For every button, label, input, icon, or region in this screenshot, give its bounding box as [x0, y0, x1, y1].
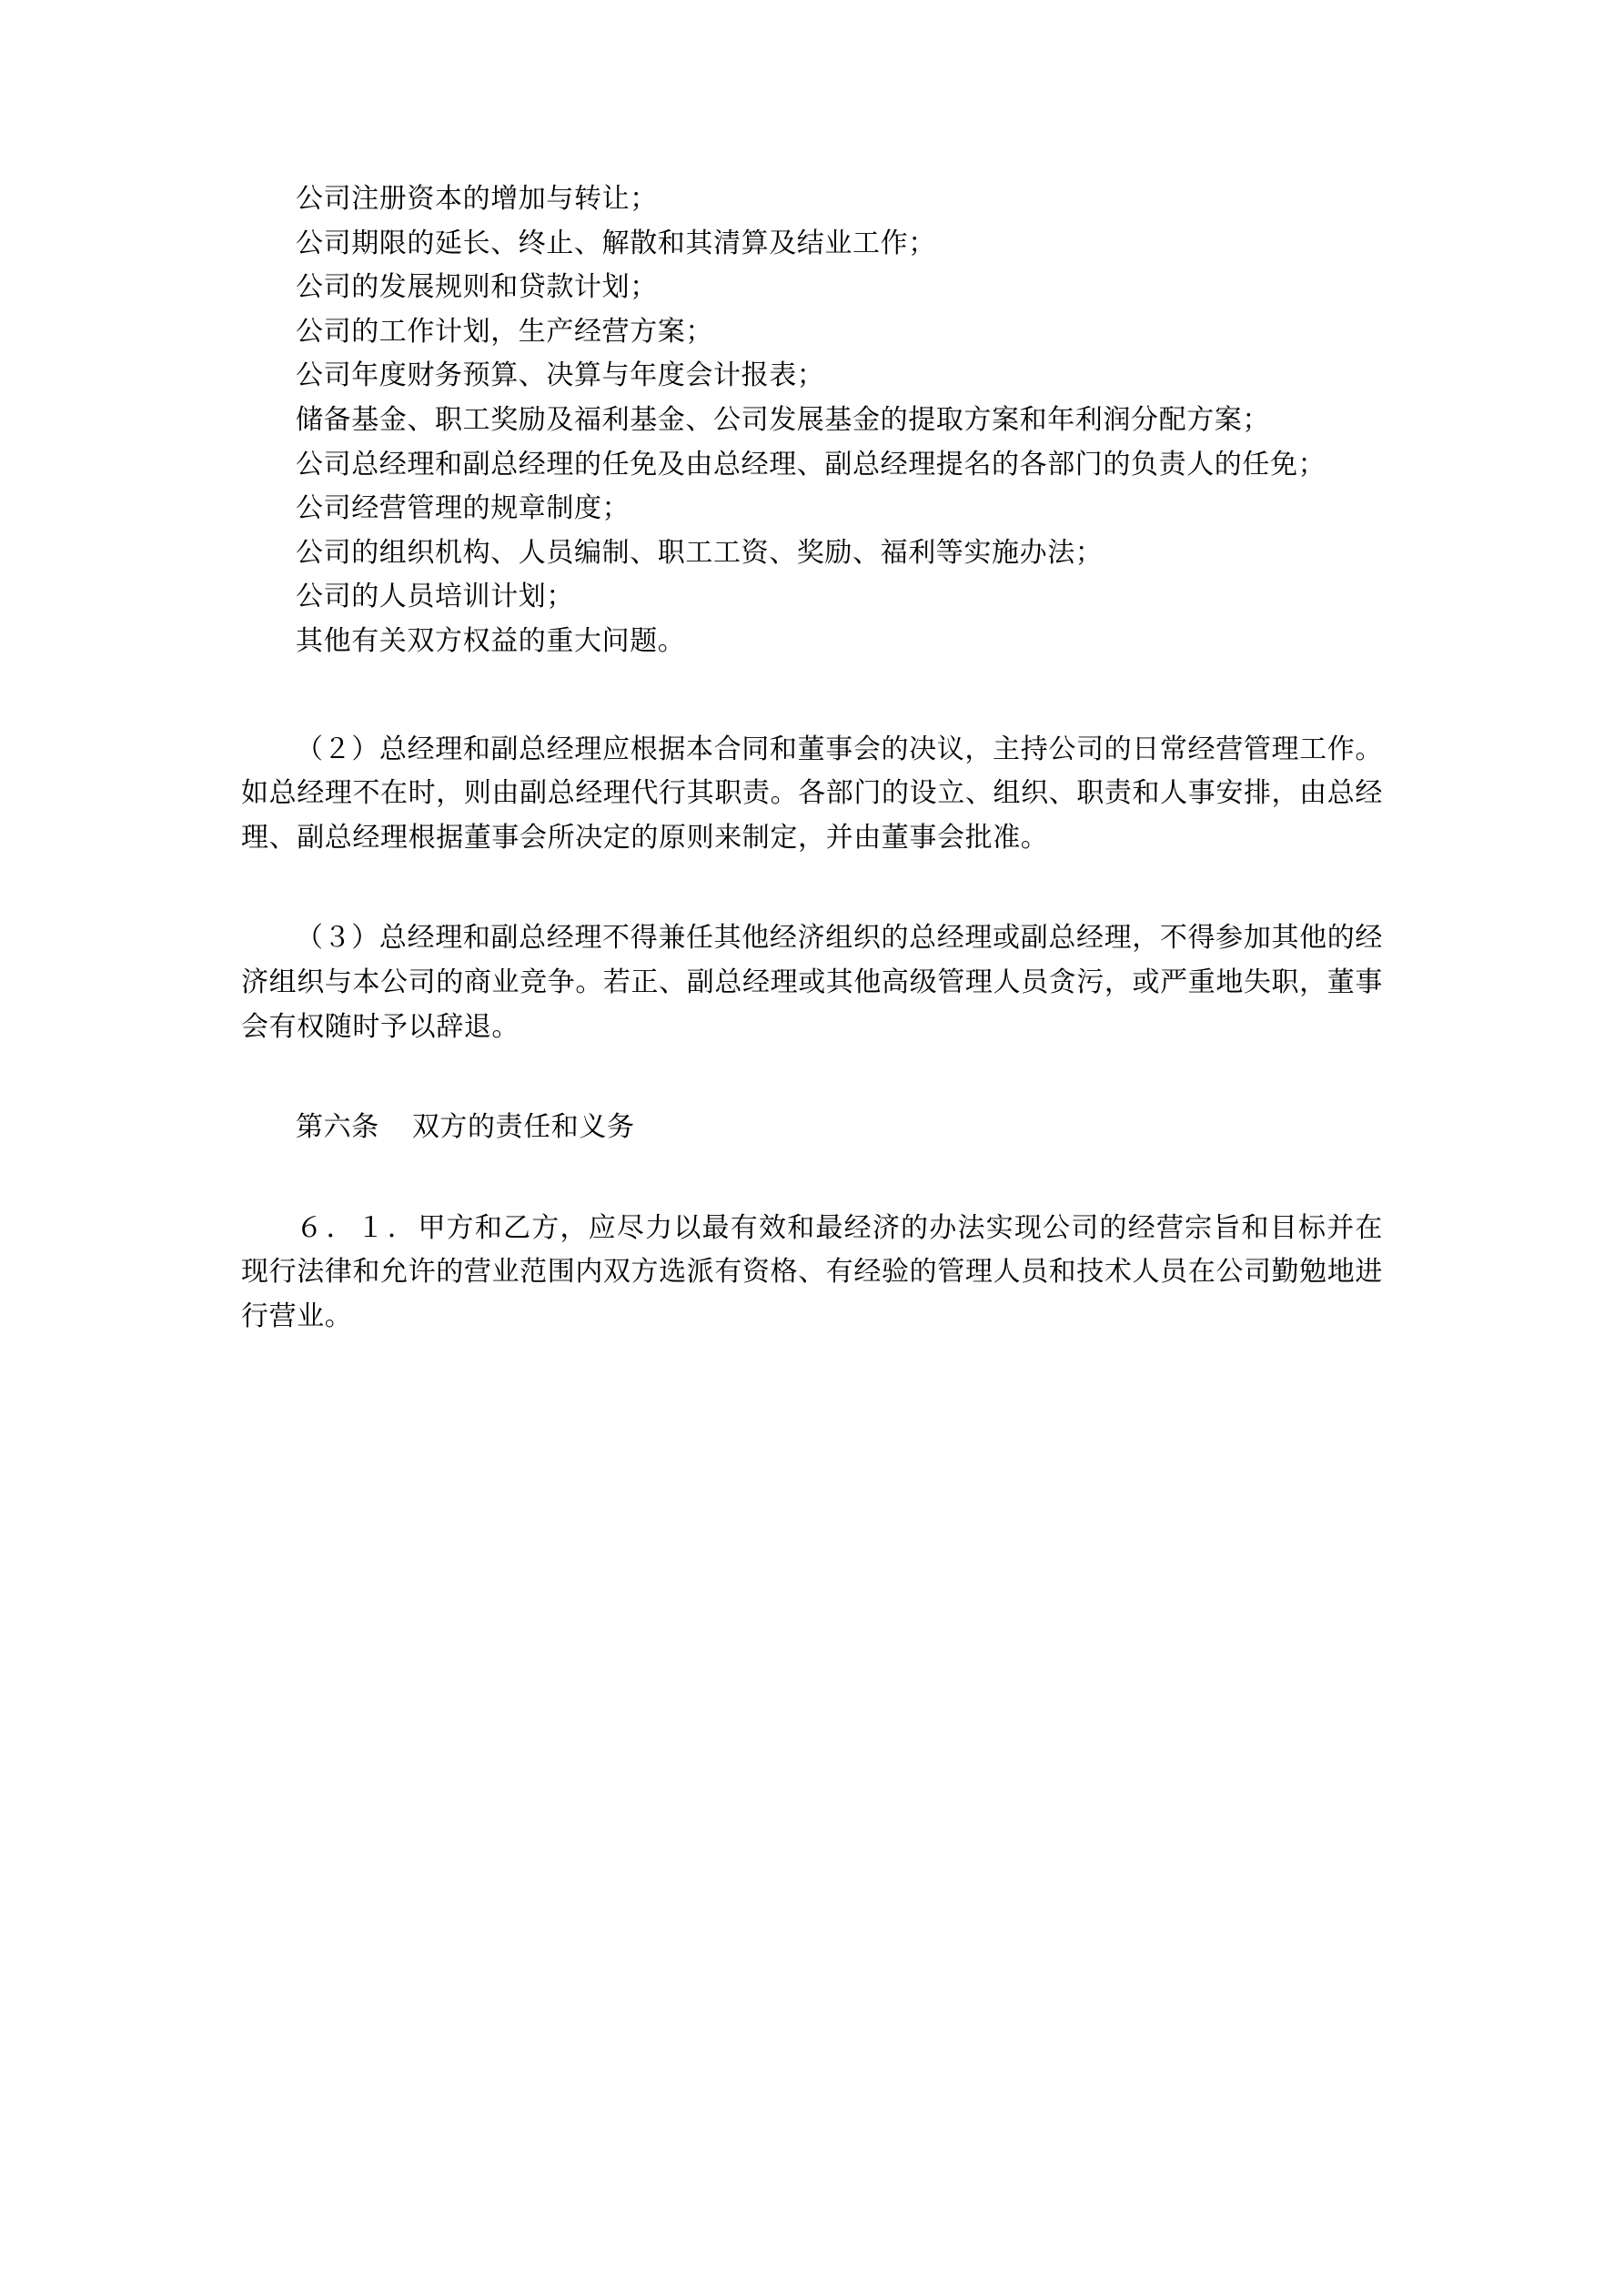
- list-item: 公司的组织机构、人员编制、职工工资、奖励、福利等实施办法；: [296, 536, 1104, 569]
- document-body: [241, 177, 1383, 1339]
- spacer: [241, 664, 1383, 728]
- list-item: 公司年度财务预算、决算与年度会计报表；: [296, 359, 825, 392]
- spacer: [241, 1049, 1383, 1106]
- spacer: [241, 1150, 1383, 1207]
- clause-text: 甲方和乙方，应尽力以最有效和最经济的办法实现公司的经营宗旨和目标并在现行法律和允许的营业范围内双方选派有资格、有经验的管理人员和技术人员在公司勤勉地进行营业。: [241, 1211, 1384, 1332]
- paragraph-2: （２）总经理和副总经理应根据本合同和董事会的决议，主持公司的日常经营管理工作。如总经理不在时，则由副总经理代行其职责。各部门的设立、组织、职责和人事安排，由总经理、副总经理根据董事会所决定的原则来制定，并由董事会批准。: [241, 733, 1383, 854]
- board-authority-list: [241, 177, 1383, 664]
- paragraph-3: （３）总经理和副总经理不得兼任其他经济组织的总经理或副总经理，不得参加其他的经济组织与本公司的商业竞争。若正、副总经理或其他高级管理人员贪污，或严重地失职，董事会有权随时予以辞退。: [241, 922, 1383, 1043]
- list-item: 公司经营管理的规章制度；: [296, 492, 630, 525]
- section-heading: [241, 1106, 1383, 1150]
- list-item: 公司期限的延长、终止、解散和其清算及结业工作；: [296, 227, 936, 259]
- list-item: 储备基金、职工奖励及福利基金、公司发展基金的提取方案和年利润分配方案；: [296, 403, 1270, 436]
- list-item: 公司总经理和副总经理的任免及由总经理、副总经理提名的各部门的负责人的任免；: [296, 448, 1326, 480]
- section-heading-title: 双方的责任和义务: [411, 1111, 635, 1144]
- list-item: 其他有关双方权益的重大问题。: [296, 624, 686, 657]
- list-item: 公司的发展规则和贷款计划；: [296, 271, 658, 304]
- section-heading-number: 第六条: [296, 1111, 379, 1144]
- clause-6-1: [241, 1207, 1383, 1340]
- list-item: 公司的工作计划，生产经营方案；: [296, 315, 713, 348]
- list-item: 公司的人员培训计划；: [296, 581, 574, 613]
- spacer: [241, 860, 1383, 916]
- list-item: 公司注册资本的增加与转让；: [296, 183, 658, 215]
- clause-number: ６．１．: [296, 1211, 419, 1244]
